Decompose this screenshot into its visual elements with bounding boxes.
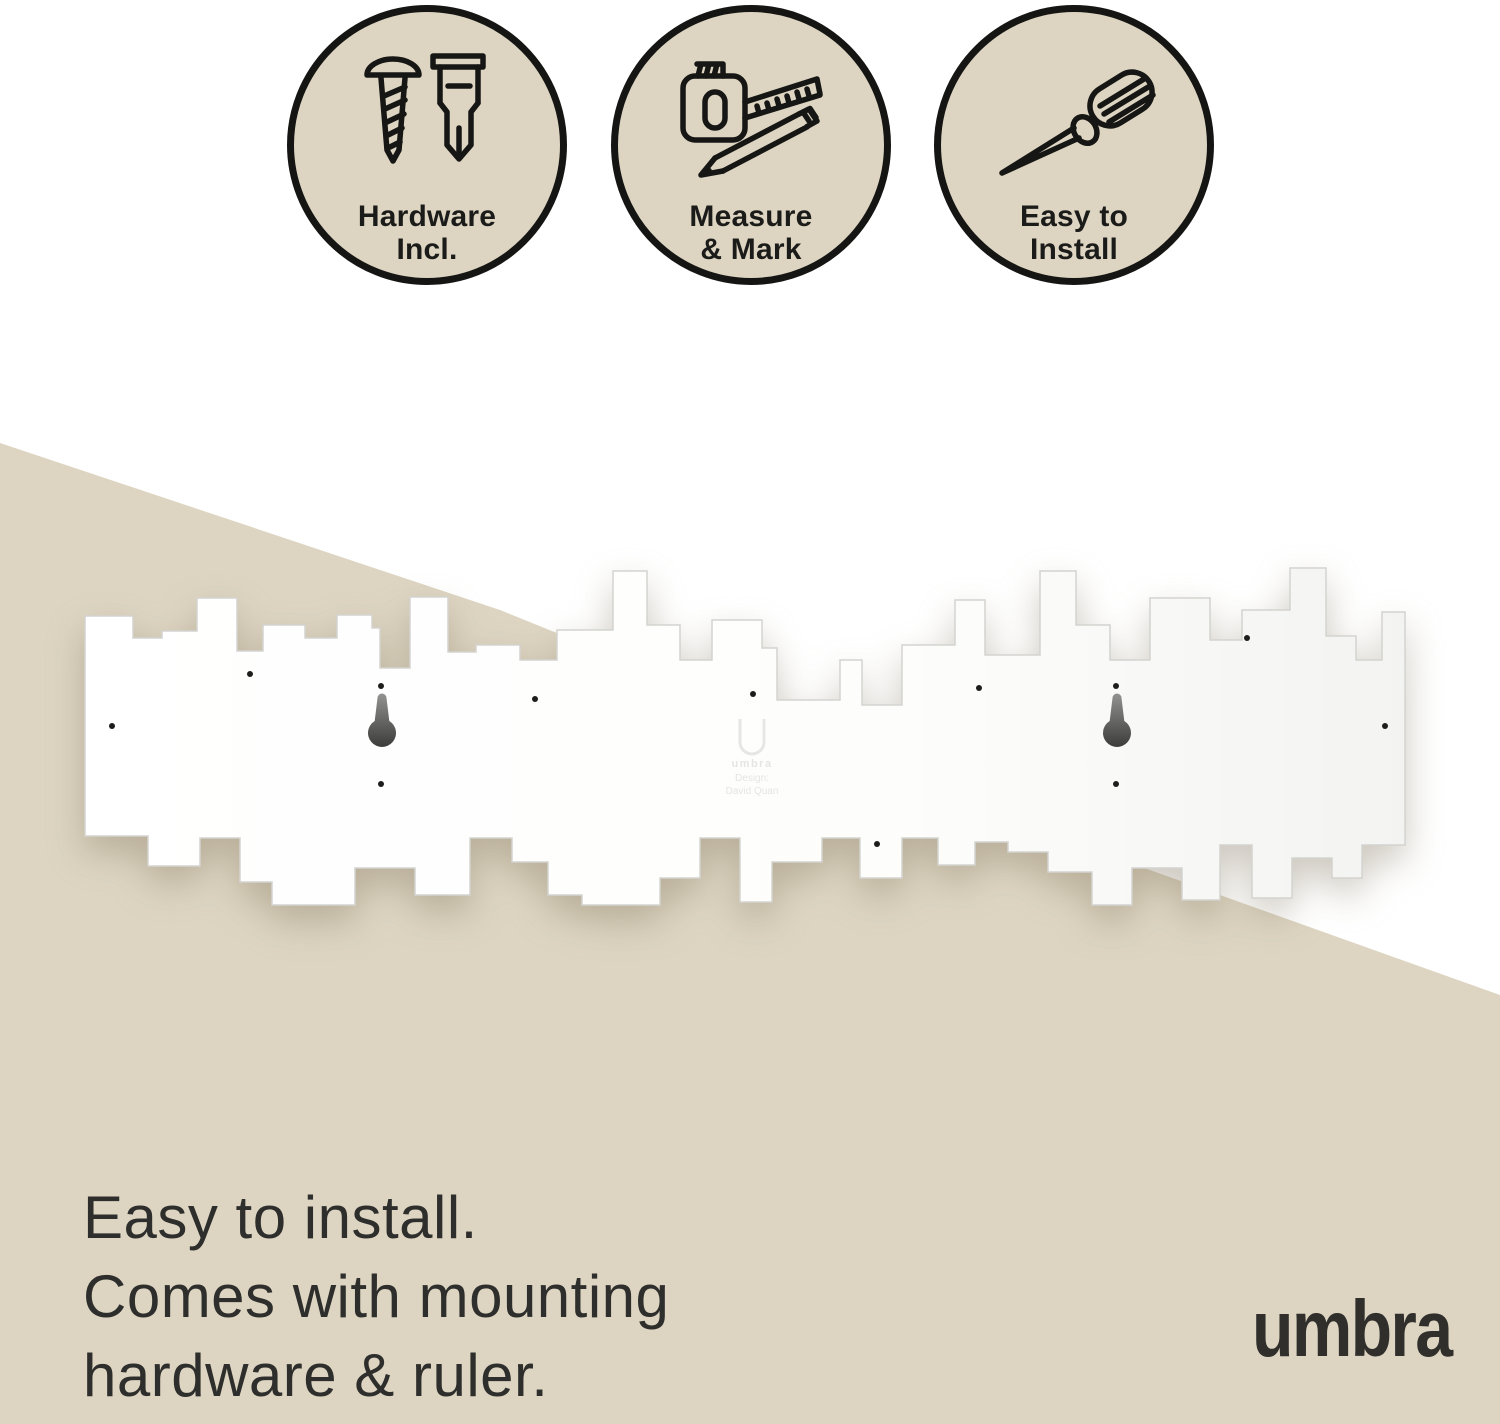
badge-label-line1: Measure bbox=[689, 200, 813, 233]
caption-line2: Comes with mounting bbox=[83, 1263, 670, 1330]
pilot-hole-dot bbox=[1244, 635, 1250, 641]
badge-label bbox=[294, 200, 560, 266]
badge-label-line1: Hardware bbox=[357, 200, 497, 233]
pilot-hole-dot bbox=[378, 781, 384, 787]
screwdriver-icon bbox=[988, 42, 1160, 192]
badge-label-line1: Easy to bbox=[1019, 200, 1129, 233]
badge-measure-and-mark bbox=[611, 5, 891, 285]
umbra-logo: umbra bbox=[1252, 1284, 1452, 1373]
pilot-hole-dot bbox=[532, 696, 538, 702]
badge-label-line2: Incl. bbox=[396, 233, 458, 266]
embossed-design-line1: Design: bbox=[735, 773, 769, 784]
pilot-hole-dot bbox=[109, 723, 115, 729]
pilot-hole-dot bbox=[874, 841, 880, 847]
embossed-brand-text: umbra bbox=[731, 758, 773, 770]
pilot-hole-dot bbox=[976, 685, 982, 691]
badge-label-line2: & Mark bbox=[700, 233, 802, 266]
pilot-hole-dot bbox=[1382, 723, 1388, 729]
caption-text bbox=[83, 1178, 669, 1415]
pilot-hole-dot bbox=[750, 691, 756, 697]
badge-hardware-included bbox=[287, 5, 567, 285]
caption-line3: hardware & ruler. bbox=[83, 1342, 549, 1409]
embossed-design-line2: David Quan bbox=[725, 786, 779, 797]
caption-line1: Easy to install. bbox=[83, 1184, 478, 1251]
pilot-hole-dot bbox=[247, 671, 253, 677]
screw-and-anchor-icon bbox=[345, 42, 509, 192]
badge-label bbox=[941, 200, 1207, 266]
pilot-hole-dot bbox=[378, 683, 384, 689]
tape-measure-pencil-icon bbox=[665, 42, 837, 192]
badge-label bbox=[618, 200, 884, 266]
pilot-hole-dot bbox=[1113, 781, 1119, 787]
pilot-hole-dot bbox=[1113, 683, 1119, 689]
badge-label-line2: Install bbox=[1029, 233, 1119, 266]
badge-easy-to-install bbox=[934, 5, 1214, 285]
